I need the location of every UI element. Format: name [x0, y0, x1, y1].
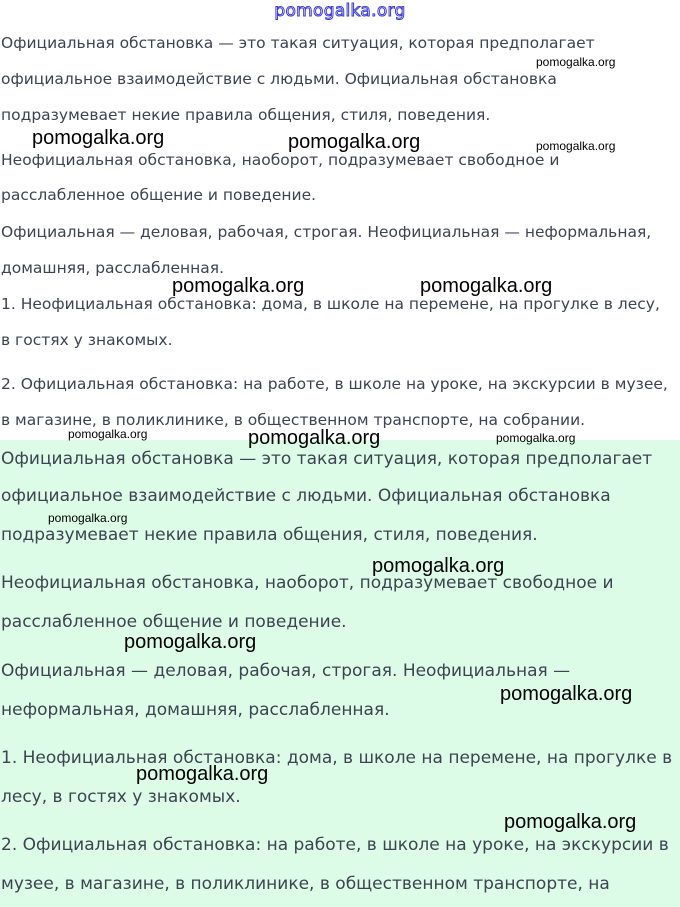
- paragraph-line: Официальная обстановка — это такая ситуация, которая предполагает: [1, 449, 653, 469]
- paragraph-line: подразумевает некие правила общения, стиля, поведения.: [1, 525, 538, 545]
- paragraph-line: домашняя, расслабленная.: [1, 259, 225, 277]
- paragraph-line: подразумевает некие правила общения, стиля, поведения.: [1, 106, 491, 124]
- paragraph-line: официальное взаимодействие с людьми. Официальная обстановка: [1, 70, 557, 88]
- watermark: pomogalka.org: [496, 431, 576, 445]
- paragraph-line: Официальная обстановка — это такая ситуация, которая предполагает: [1, 34, 595, 52]
- paragraph-line: расслабленное общение и поведение.: [1, 612, 347, 632]
- watermark: pomogalka.org: [172, 275, 305, 297]
- paragraph-line: расслабленное общение и поведение.: [1, 186, 317, 204]
- list-item-line: 2. Официальная обстановка: на работе, в школе на уроке, на экскурсии в: [1, 835, 669, 855]
- list-item-line: в магазине, в поликлинике, в общественном транспорте, на собрании.: [1, 411, 586, 429]
- watermark: pomogalka.org: [500, 683, 633, 705]
- watermark: pomogalka.org: [372, 555, 505, 577]
- list-item-line: 1. Неофициальная обстановка: дома, в школе на перемене, на прогулке в лесу,: [1, 295, 660, 313]
- watermark: pomogalka.org: [248, 427, 381, 449]
- paragraph-line: Неофициальная обстановка, наоборот, подразумевает свободное и: [1, 573, 614, 593]
- paragraph-line: Неофициальная обстановка, наоборот, подразумевает свободное и: [1, 151, 560, 169]
- watermark: pomogalka.org: [136, 763, 269, 785]
- watermark: pomogalka.org: [420, 275, 553, 297]
- watermark: pomogalka.org: [68, 427, 148, 441]
- paragraph-line: неформальная, домашняя, расслабленная.: [1, 700, 390, 720]
- list-item-line: лесу, в гостях у знакомых.: [1, 787, 241, 807]
- list-item-line: в гостях у знакомых.: [1, 331, 173, 349]
- watermark: pomogalka.org: [288, 131, 421, 153]
- watermark: pomogalka.org: [124, 631, 257, 653]
- list-item-line: 2. Официальная обстановка: на работе, в школе на уроке, на экскурсии в музее,: [1, 375, 668, 393]
- watermark: pomogalka.org: [504, 811, 637, 833]
- site-logo: pomogalka.org: [274, 1, 406, 21]
- paragraph-line: Официальная — деловая, рабочая, строгая. Неофициальная —: [1, 661, 571, 681]
- watermark: pomogalka.org: [536, 55, 616, 69]
- list-item-line: музее, в магазине, в поликлинике, в общественном транспорте, на: [1, 874, 610, 894]
- paragraph-line: Официальная — деловая, рабочая, строгая. Неофициальная — неформальная,: [1, 223, 652, 241]
- watermark: pomogalka.org: [48, 511, 128, 525]
- watermark: pomogalka.org: [32, 127, 165, 149]
- paragraph-line: официальное взаимодействие с людьми. Официальная обстановка: [1, 486, 611, 506]
- watermark: pomogalka.org: [536, 139, 616, 153]
- list-item-line: 1. Неофициальная обстановка: дома, в школе на перемене, на прогулке в: [1, 748, 673, 768]
